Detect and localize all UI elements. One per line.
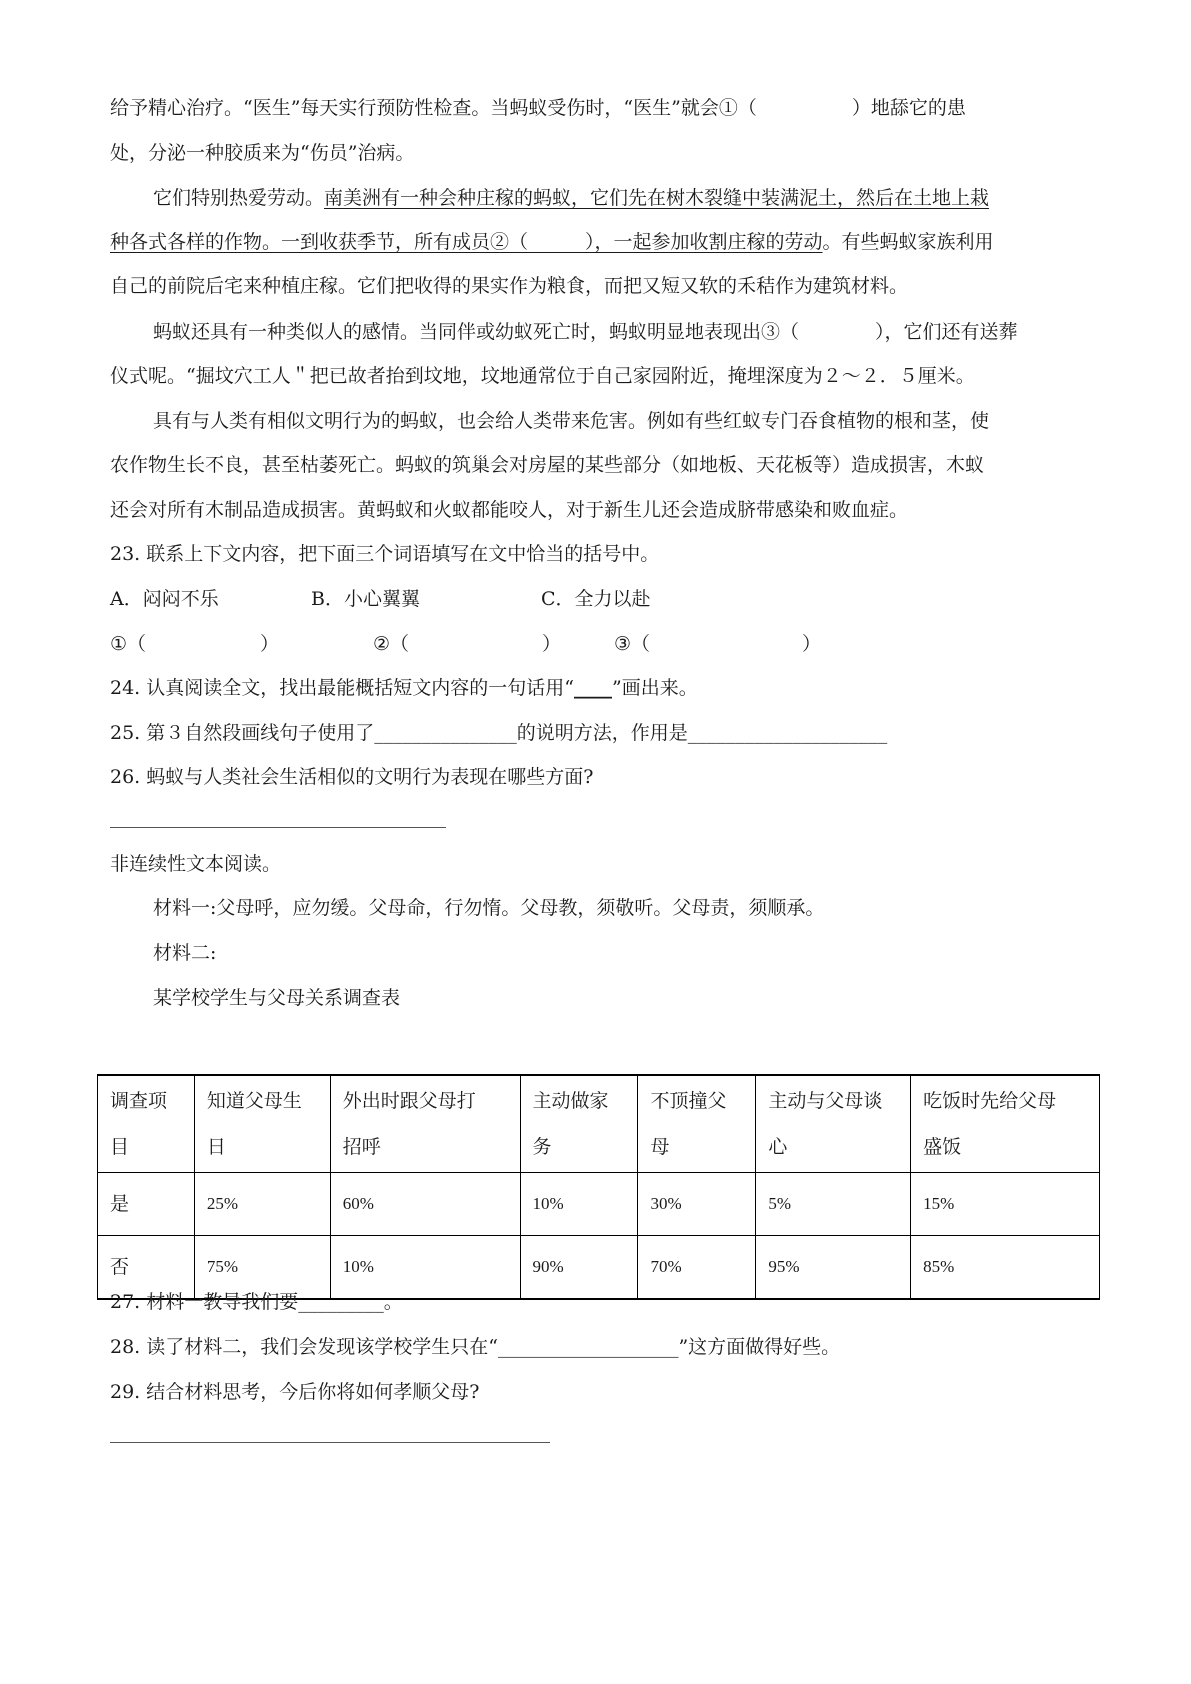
underlined-sentence: 种各式各样的作物。一到收获季节，所有成员②（ ），一起参加收割庄稼的劳动	[110, 231, 823, 253]
table-header-cell	[194, 1075, 330, 1173]
passage-line-3	[153, 186, 989, 210]
header-text: 知道父母生 日	[206, 1090, 302, 1158]
table-cell: 是	[98, 1173, 195, 1236]
table-cell: 75%	[194, 1236, 330, 1300]
underlined-sentence: 南美洲有一种会种庄稼的蚂蚁，它们先在树木裂缝中装满泥土，然后在土地上栽	[324, 187, 990, 209]
table-row-yes	[98, 1173, 1100, 1236]
table-cell: 95%	[756, 1236, 911, 1300]
answer-line-26[interactable]	[110, 827, 446, 828]
table-header-cell	[330, 1075, 520, 1173]
header-text: 外出时跟父母打 招呼	[342, 1090, 476, 1158]
answer-slot-1[interactable]: ①（ ）	[110, 633, 280, 655]
table-header-cell	[98, 1075, 195, 1173]
passage-text: 它们特别热爱劳动。	[153, 187, 325, 209]
passage-line-7: 仪式呢。“掘坟穴工人＂把已故者抬到坟地，坟地通常位于自己家园附近，掩埋深度为２～２．５厘米。	[110, 365, 975, 387]
passage-text: 。有些蚂蚁家族利用	[822, 231, 994, 253]
section-title: 非连续性文本阅读。	[110, 853, 282, 875]
question-24	[110, 676, 698, 700]
passage-line-5: 自己的前院后宅来种植庄稼。它们把收得的果实作为粮食，而把又短又软的禾秸作为建筑材料。	[110, 275, 909, 297]
survey-table	[97, 1074, 1100, 1300]
table-cell: 10%	[520, 1173, 638, 1236]
header-text: 调查项 目	[110, 1090, 168, 1158]
table-cell: 25%	[194, 1173, 330, 1236]
table-cell: 5%	[756, 1173, 911, 1236]
table-header-cell	[638, 1075, 756, 1173]
header-text: 主动与父母谈 心	[768, 1090, 883, 1158]
table-cell: 85%	[911, 1236, 1100, 1300]
option-a: A．闷闷不乐	[110, 588, 219, 610]
table-cell: 15%	[911, 1173, 1100, 1236]
table-cell: 70%	[638, 1236, 756, 1300]
header-text: 不顶撞父 母	[650, 1090, 727, 1158]
table-header-cell	[756, 1075, 911, 1173]
table-cell: 30%	[638, 1173, 756, 1236]
passage-line-9: 农作物生长不良，甚至枯萎死亡。蚂蚁的筑巢会对房屋的某些部分（如地板、天花板等）造成损害，木蚁	[110, 454, 985, 476]
header-text: 吃饭时先给父母 盛饭	[923, 1090, 1057, 1158]
passage-line-8: 具有与人类有相似文明行为的蚂蚁，也会给人类带来危害。例如有些红蚁专门吞食植物的根和茎，使	[153, 410, 990, 432]
option-c: C．全力以赴	[541, 588, 651, 610]
question-24-text-end: ”画出来。	[611, 677, 698, 699]
material-two-label: 材料二:	[153, 942, 217, 964]
question-23: 23. 联系上下文内容，把下面三个词语填写在文中恰当的括号中。	[110, 543, 660, 565]
underline-mark: ____	[573, 677, 612, 699]
question-24-text: 24. 认真阅读全文，找出最能概括短文内容的一句话用“	[110, 677, 574, 699]
table-header-cell	[911, 1075, 1100, 1173]
question-28: 28. 读了材料二，我们会发现该学校学生只在“___________________”这方面做得好些。	[110, 1336, 841, 1358]
passage-line-2: 处，分泌一种胶质来为“伤员”治病。	[110, 142, 415, 164]
table-header-cell	[520, 1075, 638, 1173]
question-27: 27. 材料一教导我们要_________。	[110, 1291, 403, 1313]
passage-line-10: 还会对所有木制品造成损害。黄蚂蚁和火蚁都能咬人，对于新生儿还会造成脐带感染和败血症。	[110, 499, 909, 521]
table-header-row	[98, 1075, 1100, 1173]
answer-slot-2[interactable]: ②（ ）	[373, 633, 562, 655]
table-cell: 否	[98, 1236, 195, 1300]
passage-line-4	[110, 230, 994, 254]
question-25: 25. 第３自然段画线句子使用了_______________的说明方法，作用是_____________________	[110, 722, 888, 744]
question-26: 26. 蚂蚁与人类社会生活相似的文明行为表现在哪些方面?	[110, 766, 594, 788]
table-cell: 90%	[520, 1236, 638, 1300]
answer-slot-3[interactable]: ③（ ）	[614, 633, 822, 655]
question-29: 29. 结合材料思考，今后你将如何孝顺父母?	[110, 1381, 480, 1403]
header-text: 主动做家 务	[532, 1090, 609, 1158]
material-one: 材料一:父母呼，应勿缓。父母命，行勿惰。父母教，须敬听。父母责，须顺承。	[153, 897, 825, 919]
option-b: B．小心翼翼	[311, 588, 420, 610]
passage-line-6: 蚂蚁还具有一种类似人的感情。当同伴或幼蚁死亡时，蚂蚁明显地表现出③（ ），它们还有送葬	[153, 321, 1018, 343]
answer-line-29[interactable]	[110, 1442, 550, 1443]
passage-line-1: 给予精心治疗。“医生”每天实行预防性检查。当蚂蚁受伤时，“医生”就会①（ ）地舔它的患	[110, 97, 966, 119]
table-cell: 10%	[330, 1236, 520, 1300]
table-title: 某学校学生与父母关系调查表	[153, 987, 401, 1009]
table-cell: 60%	[330, 1173, 520, 1236]
